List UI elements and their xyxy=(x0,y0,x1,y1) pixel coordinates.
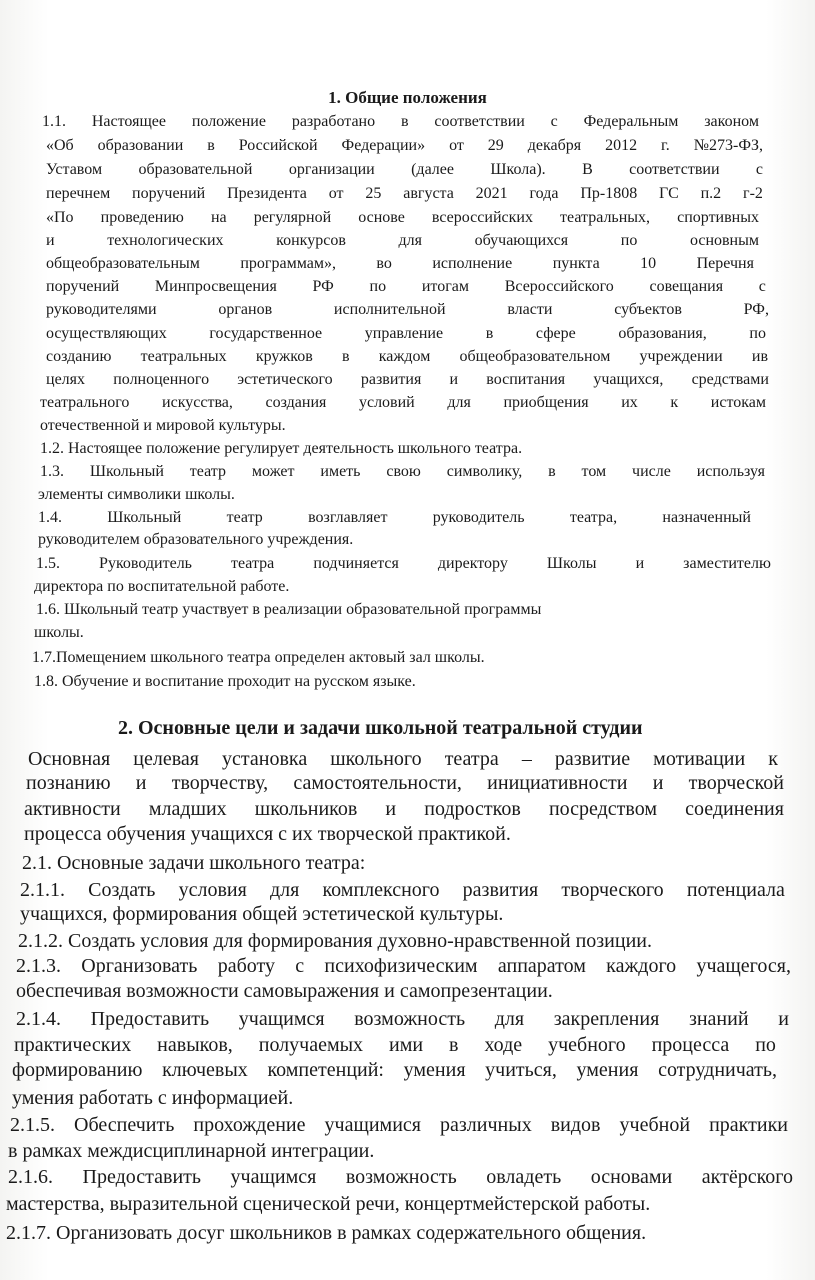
section-2-line: 2.1.2. Создать условия для формирования духовно-нравственной позиции. xyxy=(18,930,652,952)
section-1-line: Уставом образовательной организации (далее Школа). В соответствии с xyxy=(46,161,763,178)
section-2-line: умения работать с информацией. xyxy=(12,1087,294,1109)
section-1-line: элементы символики школы. xyxy=(38,486,235,503)
section-2-line: 2.1. Основные задачи школьного театра: xyxy=(22,852,366,874)
section-2-heading: 2. Основные цели и задачи школьной театральной студии xyxy=(118,717,643,739)
section-2-line: 2.1.6. Предоставить учащимся возможность овладеть основами актёрского xyxy=(8,1166,793,1188)
section-1-line: 1.3. Школьный театр может иметь свою символику, в том числе используя xyxy=(40,463,765,480)
section-1-line: театрального искусства, создания условий для приобщения их к истокам xyxy=(40,394,766,411)
section-2-line: 2.1.1. Создать условия для комплексного развития творческого потенциала xyxy=(20,879,785,901)
section-2-line: 2.1.3. Организовать работу с психофизическим аппаратом каждого учащегося, xyxy=(16,955,791,977)
section-2-line: Основная целевая установка школьного театра – развитие мотивации к xyxy=(28,748,778,770)
section-2-line: процесса обучения учащихся с их творческой практикой. xyxy=(24,823,511,845)
section-1-line: перечнем поручений Президента от 25 августа 2021 года Пр-1808 ГС п.2 г-2 xyxy=(46,185,763,202)
section-1-line: «По проведению на регулярной основе всероссийских театральных, спортивных xyxy=(46,209,759,226)
section-1-line: 1.4. Школьный театр возглавляет руководитель театра, назначенный xyxy=(38,509,751,526)
section-2-line: формированию ключевых компетенций: умения учиться, умения сотрудничать, xyxy=(12,1059,777,1081)
section-1-line: руководителями органов исполнительной власти субъектов РФ, xyxy=(46,301,769,318)
section-2-line: практических навыков, получаемых ими в ходе учебного процесса по xyxy=(14,1034,776,1056)
section-1-line: поручений Минпросвещения РФ по итогам Всероссийского совещания с xyxy=(46,278,766,295)
section-1-line: осуществляющих государственное управление в сфере образования, по xyxy=(46,325,766,342)
section-1-line: целях полноценного эстетического развития и воспитания учащихся, средствами xyxy=(46,371,769,388)
section-1-line: и технологических конкурсов для обучающихся по основным xyxy=(46,232,759,249)
section-1-heading: 1. Общие положения xyxy=(328,88,487,107)
section-2-line: 2.1.7. Организовать досуг школьников в рамках содержательного общения. xyxy=(6,1222,647,1244)
section-1-line: 1.6. Школьный театр участвует в реализации образовательной программы xyxy=(36,601,542,618)
section-1-line: общеобразовательным программам», во исполнение пункта 10 Перечня xyxy=(46,255,754,272)
section-1-line: директора по воспитательной работе. xyxy=(34,578,290,595)
section-2-line: активности младших школьников и подростков посредством соединения xyxy=(24,798,784,820)
section-2-line: обеспечивая возможности самовыражения и самопрезентации. xyxy=(16,980,553,1002)
section-2-line: 2.1.5. Обеспечить прохождение учащимися различных видов учебной практики xyxy=(10,1114,788,1136)
section-1-line: 1.2. Настоящее положение регулирует деятельность школьного театра. xyxy=(40,440,523,457)
section-1-line: 1.5. Руководитель театра подчиняется директору Школы и заместителю xyxy=(36,555,771,572)
section-1-line: школы. xyxy=(34,624,84,641)
section-2-line: учащихся, формирования общей эстетической культуры. xyxy=(20,903,504,925)
section-2-line: мастерства, выразительной сценической речи, концертмейстерской работы. xyxy=(6,1193,651,1215)
section-1-line: «Об образовании в Российской Федерации» от 29 декабря 2012 г. №273-ФЗ, xyxy=(46,137,763,154)
section-1-line: 1.7.Помещением школьного театра определен актовый зал школы. xyxy=(32,649,485,666)
section-2-line: 2.1.4. Предоставить учащимся возможность для закрепления знаний и xyxy=(16,1008,789,1030)
section-1-line: 1.8. Обучение и воспитание проходит на русском языке. xyxy=(34,673,416,690)
section-1-line: отечественной и мировой культуры. xyxy=(40,417,286,434)
section-2-line: в рамках междисциплинарной интеграции. xyxy=(8,1140,375,1162)
section-1-line: созданию театральных кружков в каждом общеобразовательном учреждении ив xyxy=(46,348,768,365)
section-1-line: руководителем образовательного учреждения. xyxy=(38,531,354,548)
section-2-line: познанию и творчеству, самостоятельности, инициативности и творческой xyxy=(26,772,784,794)
section-1-line: 1.1. Настоящее положение разработано в соответствии с Федеральным законом xyxy=(42,113,759,130)
